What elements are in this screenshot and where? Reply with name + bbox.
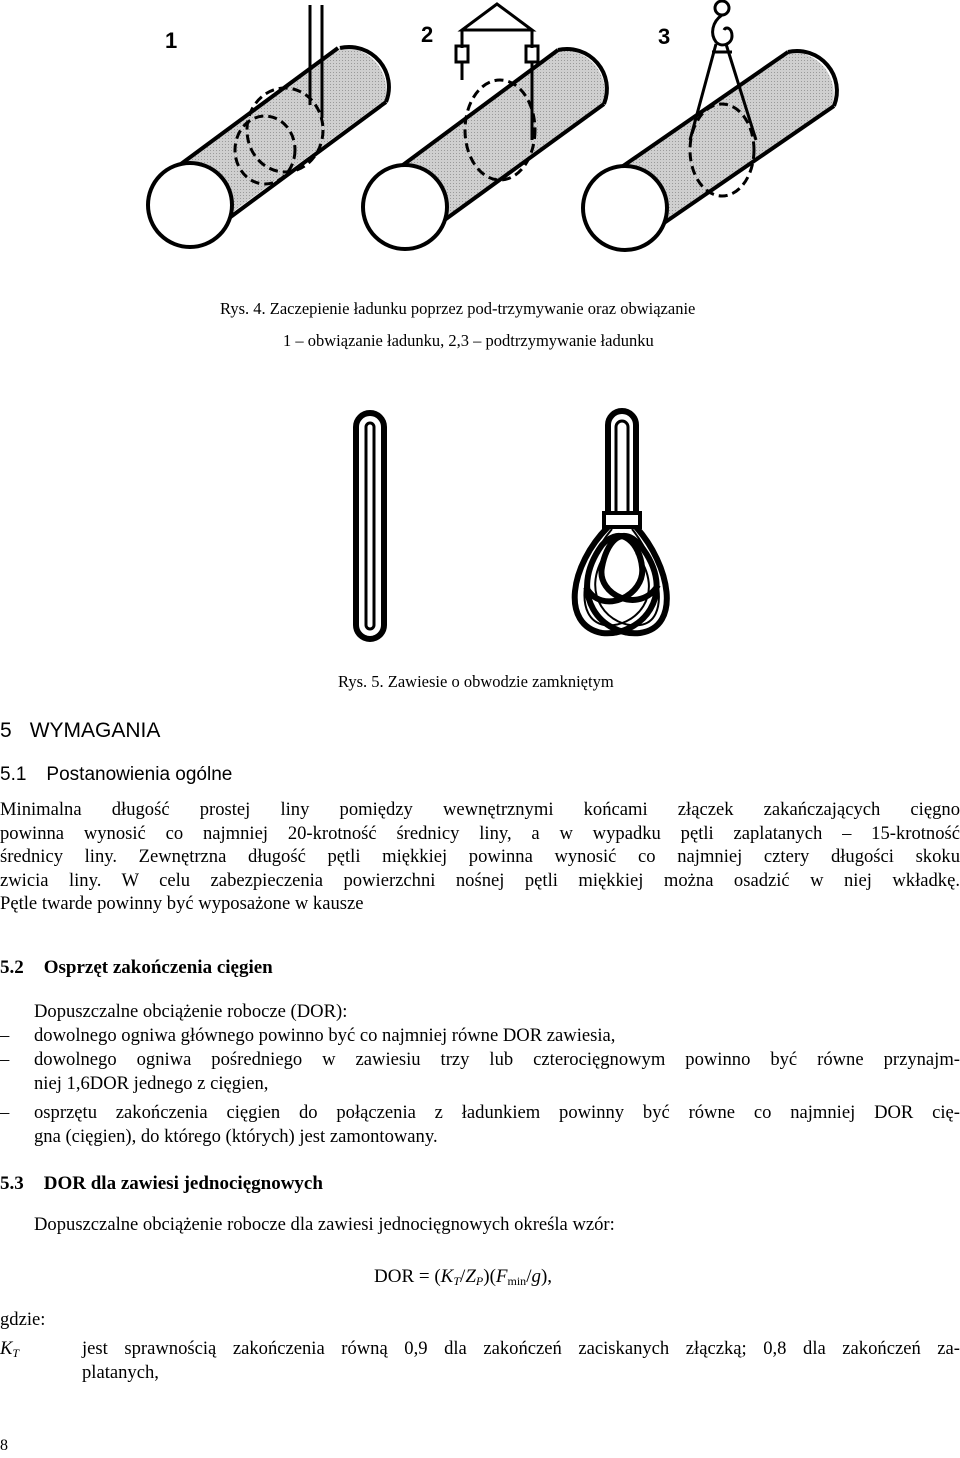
section-5-3-title: DOR dla zawiesi jednocięgnowych [43,1173,323,1194]
formula-slash-2: / [526,1266,532,1287]
section-5-1-paragraph [0,798,960,916]
figure-label-3: 3 [658,24,671,49]
pipe-3 [583,1,837,250]
formula-f-sub: min [507,1274,527,1288]
where-label: gdzie: [0,1309,46,1330]
paragraph-line: Minimalna długość prostej liny pomiędzy wewnętrznymi końcami złączek zakańczających cięgno [0,799,960,820]
section-5-3-number: 5.3 [0,1173,24,1194]
section-5-2-intro: Dopuszczalne obciążenie robocze (DOR): [34,1001,348,1022]
section-5-2-title: Osprzęt zakończenia cięgien [43,957,273,978]
list-item [0,1024,960,1048]
list-dash: – [0,1025,10,1046]
pipe-lifting-illustration [0,0,960,300]
section-5-heading [0,719,160,743]
definition-line: jest sprawnością zakończenia równą 0,9 dla zakończeń zaciskanych złączką; 0,8 dla zakończeń za- [82,1338,960,1359]
closed-loop-sling-illustration [340,395,700,655]
formula-kt-sub: T [453,1274,461,1288]
formula-g: g [531,1266,541,1287]
page-number: 8 [0,1437,8,1454]
figure-4-caption-line-1: Rys. 4. Zaczepienie ładunku poprzez pod-trzymywanie oraz obwiązanie [220,299,696,318]
figure-4-caption-line-2: 1 – obwiązanie ładunku, 2,3 – podtrzymywanie ładunku [283,331,654,350]
figure-4 [0,0,960,300]
section-5-3-heading [0,1173,323,1195]
list-dash: – [0,1049,10,1070]
section-5-2-heading [0,957,273,979]
list-item-line: osprzętu zakończenia cięgien do połączenia z ładunkiem powinny być równe co najmniej DOR cię- [34,1102,960,1123]
list-dash: – [0,1102,10,1123]
figure-label-1: 1 [165,28,178,53]
section-5-3-intro: Dopuszczalne obciążenie robocze dla zawiesi jednocięgnowych określa wzór: [34,1214,615,1235]
formula-slash: / [460,1266,466,1287]
definition-symbol-main: K [0,1338,13,1359]
looped-sling [575,411,667,633]
definition-text [82,1337,960,1384]
section-5-title: WYMAGANIA [29,719,161,742]
list-item [0,1101,960,1149]
formula-zp: Z [465,1266,476,1287]
list-item-text [34,1048,960,1095]
paragraph-line: powinna wynosić co najmniej 20-krotność średnicy liny, a w wypadku pętli zaplatanych – 15-krotność [0,822,960,844]
figure-5 [340,395,700,655]
dor-formula [374,1265,552,1294]
formula-f: F [495,1266,508,1287]
pipe-2 [363,4,607,249]
pipe-1 [148,5,389,247]
formula-mid: )( [483,1266,496,1287]
paragraph-line: Pętle twarde powinny być wyposażone w kausze [0,893,364,914]
formula-kt: K [440,1266,454,1287]
list-item-line: gna (cięgien), do którego (których) jest zamontowany. [34,1125,438,1147]
section-5-number: 5 [0,719,12,742]
formula-lhs: DOR = ( [374,1266,441,1287]
list-item [0,1048,960,1096]
formula-end: ), [540,1266,553,1287]
figure-label-2: 2 [421,22,434,47]
list-item-text: dowolnego ogniwa głównego powinno być co najmniej równe DOR zawiesia, [34,1025,616,1046]
list-item-text [34,1101,960,1148]
section-5-1-heading [0,764,232,786]
list-item-line: dowolnego ogniwa pośredniego w zawiesiu trzy lub czterocięgnowym powinno być równe przynajm- [34,1049,960,1070]
definition-line: platanych, [82,1361,159,1383]
section-5-1-title: Postanowienia ogólne [46,764,233,785]
definition-symbol-sub: T [12,1346,20,1360]
definition-symbol [0,1337,19,1366]
formula-zp-sub: P [475,1274,484,1288]
paragraph-line: średnicy liny. Zewnętrzna długość pętli miękkiej powinna wynosić co najmniej cztery długości skoku [0,846,960,867]
paragraph-line: zwicia liny. W celu zabezpieczenia powierzchni nośnej pętli miękkiej można osadzić w niej wkładkę. [0,869,960,891]
section-5-2-number: 5.2 [0,957,24,978]
list-item-line: niej 1,6DOR jednego z cięgien, [34,1072,269,1094]
figure-5-caption: Rys. 5. Zawiesie o obwodzie zamkniętym [338,672,614,691]
section-5-1-number: 5.1 [0,764,27,785]
endless-sling [356,413,384,639]
